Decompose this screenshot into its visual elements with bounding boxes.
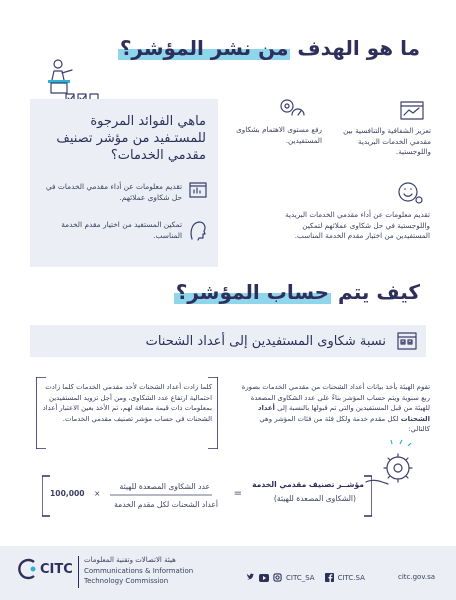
twitter-icon[interactable]: [246, 573, 255, 582]
brand-wordmark: CITC: [40, 562, 73, 577]
section2-title-part1: كيف يتم: [331, 280, 420, 304]
gear-hand-icon: [364, 438, 424, 492]
benefit-card-item-text: تمكين المستفيد من اختيار مقدم الخدمة المناسب.: [61, 220, 182, 240]
chart-window-icon: [399, 100, 425, 122]
formula-lhs-subtitle: (الشكاوى المصعدة للهيئة): [273, 494, 356, 503]
benefit-information: [277, 180, 430, 242]
benefit-card-item: [32, 219, 208, 241]
social-handle-2[interactable]: CITC.SA: [337, 573, 365, 582]
document-chart-icon: [188, 181, 208, 201]
note-paragraph: كلما زادت أعداد الشحنات لأحد مقدمي الخدمات كلما زادت احتمالية ارتفاع عدد الشكاوى، ومن أجل تزويد المستفيدين بمعلومات ذات قيمة مضافة لهم، تم الأخذ بعين الاعتبار أعداد الشحنات في حساب مؤشر تصنيف مقدمي الخدمات.: [42, 383, 212, 423]
method-paragraph: [240, 382, 430, 435]
section1-title-highlight: من نشر المؤشر؟: [119, 36, 289, 60]
section2-title-highlight: حساب المؤشر؟: [175, 280, 330, 304]
formula-lhs-title: مؤشــر تصنيف مقدمي الخدمة: [252, 480, 364, 489]
checklist-icon: [396, 331, 418, 351]
citc-logo-icon: [16, 558, 38, 580]
benefit-card-item-text: تقديم معلومات عن أداء مقدمي الخدمات في حل شكاوى عملائهم.: [45, 182, 182, 202]
formula-times: ×: [94, 489, 101, 498]
method-paragraph-part1: تقوم الهيئة بأخذ بيانات أعداد الشحنات من مقدمي الخدمات بصورة ربع سنوية ويتم حساب المؤشر بناءً على عدد الشكاوى المصعدة للهيئة من قبل المستفيدين والتي تم قبولها بالنسبة إلى: [241, 383, 430, 413]
org-name-english-2: Technology Commission: [84, 577, 169, 585]
formula-denominator: أعداد الشحنات لكل مقدم الخدمة: [114, 500, 218, 509]
benefit-attention: [232, 97, 322, 146]
facebook-icon[interactable]: [325, 573, 334, 582]
youtube-icon[interactable]: [259, 574, 269, 582]
section2-title: [174, 280, 420, 304]
website-link[interactable]: citc.gov.sa: [398, 573, 436, 581]
note-box: [36, 377, 218, 449]
org-name-arabic: هيئة الاتصالات وتقنية المعلومات: [84, 556, 176, 564]
benefit-text: تقديم معلومات عن أداء مقدمي الخدمات البريدية واللوجستية في حل شكاوى عملائهم لتمكين المستفيدين من اختيار مقدم الخدمة المناسب.: [285, 210, 430, 240]
org-name-english-1: Communications & Information: [84, 567, 194, 575]
smiley-gears-icon: [396, 180, 424, 206]
social-handle-1[interactable]: CITC_SA: [286, 573, 315, 582]
benefits-card-title: ماهي الفوائد المرجوة للمستـفيد من مؤشر تصنيف مقدمي الخدمات؟: [56, 114, 206, 163]
formula: [42, 470, 372, 522]
section1-title-part1: ما هو الهدف: [290, 36, 420, 60]
footer-divider: [78, 556, 79, 588]
formula-numerator: عدد الشكاوى المصعدة للهيئة: [119, 482, 210, 491]
person-head-icon: [188, 219, 208, 241]
method-paragraph-bold: أعداد الشحنات: [257, 404, 430, 423]
beneficiary-benefits-card: [30, 99, 218, 267]
benefit-transparency: [333, 100, 431, 158]
formula-equals: =: [233, 488, 242, 499]
benefit-text: رفع مستوى الاهتمام بشكاوى المستفيدين.: [236, 125, 322, 145]
benefit-text: تعزيز الشفافية والتنافسية بين مقدمي الخدمات البريدية واللوجستية.: [343, 126, 431, 156]
formula-multiplier: 100,000: [50, 489, 85, 498]
indicator-banner: [30, 325, 426, 357]
section1-title: [118, 36, 420, 60]
method-paragraph-part2: لكل مقدم خدمة ولكل فئة من فئات المؤشر وهي كالتالي:: [259, 414, 430, 434]
benefit-card-item: [32, 181, 208, 203]
gear-gauge-icon: [278, 97, 306, 121]
footer: [0, 546, 456, 600]
social-links: [246, 573, 365, 582]
instagram-icon[interactable]: [273, 573, 282, 582]
banner-label: نسبة شكاوى المستفيدين إلى أعداد الشحنات: [145, 333, 386, 349]
